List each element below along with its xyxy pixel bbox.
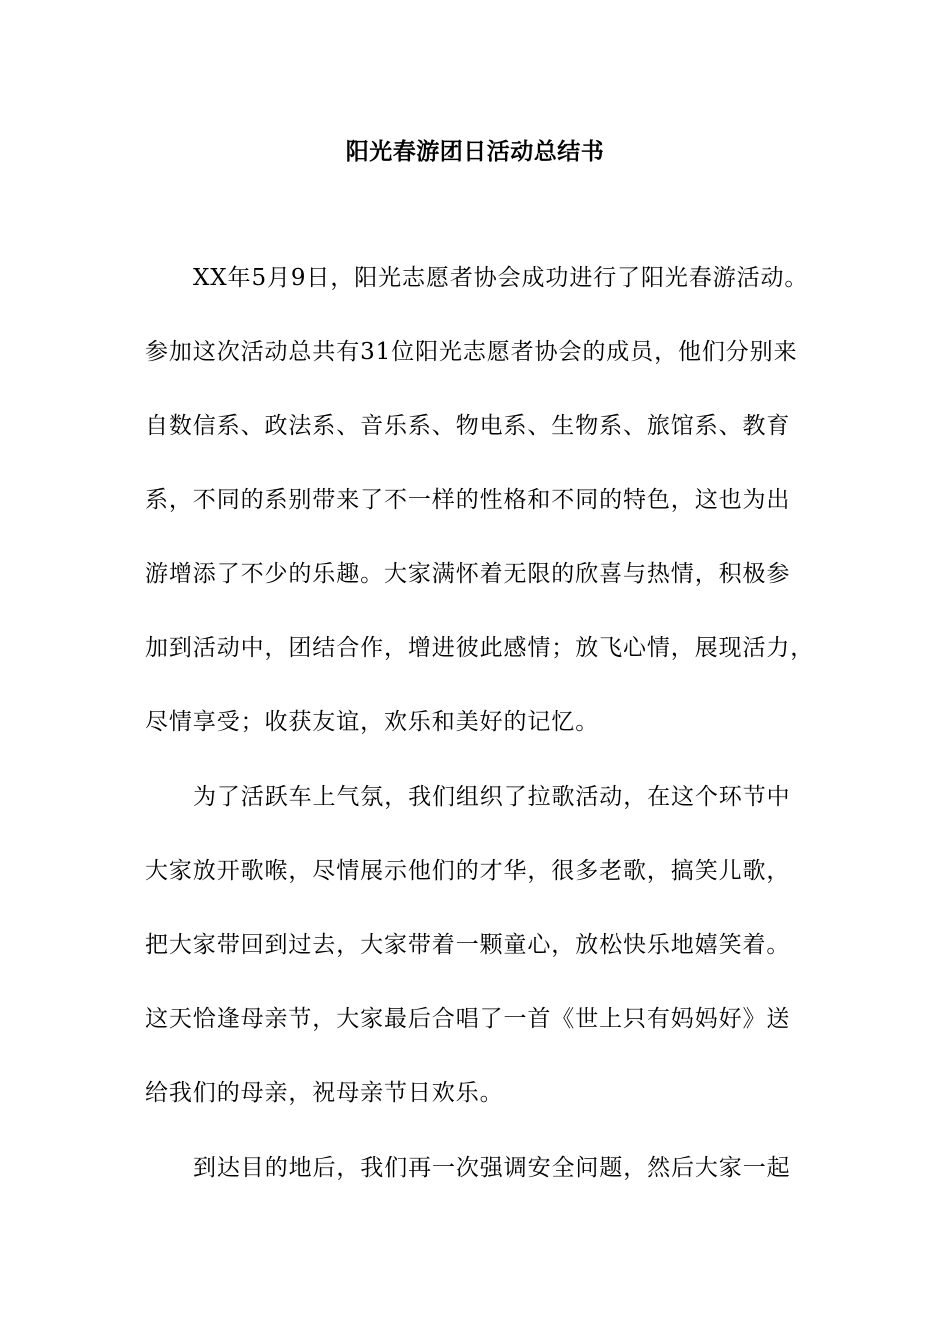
- paragraph-1-line-7: 尽情享受；收获友谊，欢乐和美好的记忆。: [145, 709, 600, 735]
- paragraph-1-line-4: 系，不同的系别带来了不一样的性格和不同的特色，这也为出: [145, 487, 791, 513]
- paragraph-2-line-2: 大家放开歌喉，尽情展示他们的才华，很多老歌，搞笑儿歌，: [145, 858, 791, 884]
- paragraph-2-line-3: 把大家带回到过去，大家带着一颗童心，放松快乐地嬉笑着。: [145, 932, 791, 958]
- paragraph-2-line-1: 为了活跃车上气氛，我们组织了拉歌活动，在这个环节中: [193, 784, 791, 810]
- paragraph-3-line-1: 到达目的地后，我们再一次强调安全问题，然后大家一起: [193, 1155, 791, 1181]
- paragraph-2-line-5: 给我们的母亲，祝母亲节日欢乐。: [145, 1080, 504, 1106]
- paragraph-1-line-5: 游增添了不少的乐趣。大家满怀着无限的欣喜与热情，积极参: [145, 561, 791, 587]
- paragraph-1-line-6: 加到活动中，团结合作，增进彼此感情；放飞心情，展现活力，: [145, 635, 815, 661]
- paragraph-1-line-2: 参加这次活动总共有31位阳光志愿者协会的成员，他们分别来: [145, 339, 798, 365]
- document-title: 阳光春游团日活动总结书: [345, 138, 605, 165]
- paragraph-1-line-1: XX年5月9日，阳光志愿者协会成功进行了阳光春游活动。: [193, 265, 809, 291]
- paragraph-2-line-4: 这天恰逢母亲节，大家最后合唱了一首《世上只有妈妈好》送: [145, 1006, 791, 1032]
- paragraph-1-line-3: 自数信系、政法系、音乐系、物电系、生物系、旅馆系、教育: [145, 413, 791, 439]
